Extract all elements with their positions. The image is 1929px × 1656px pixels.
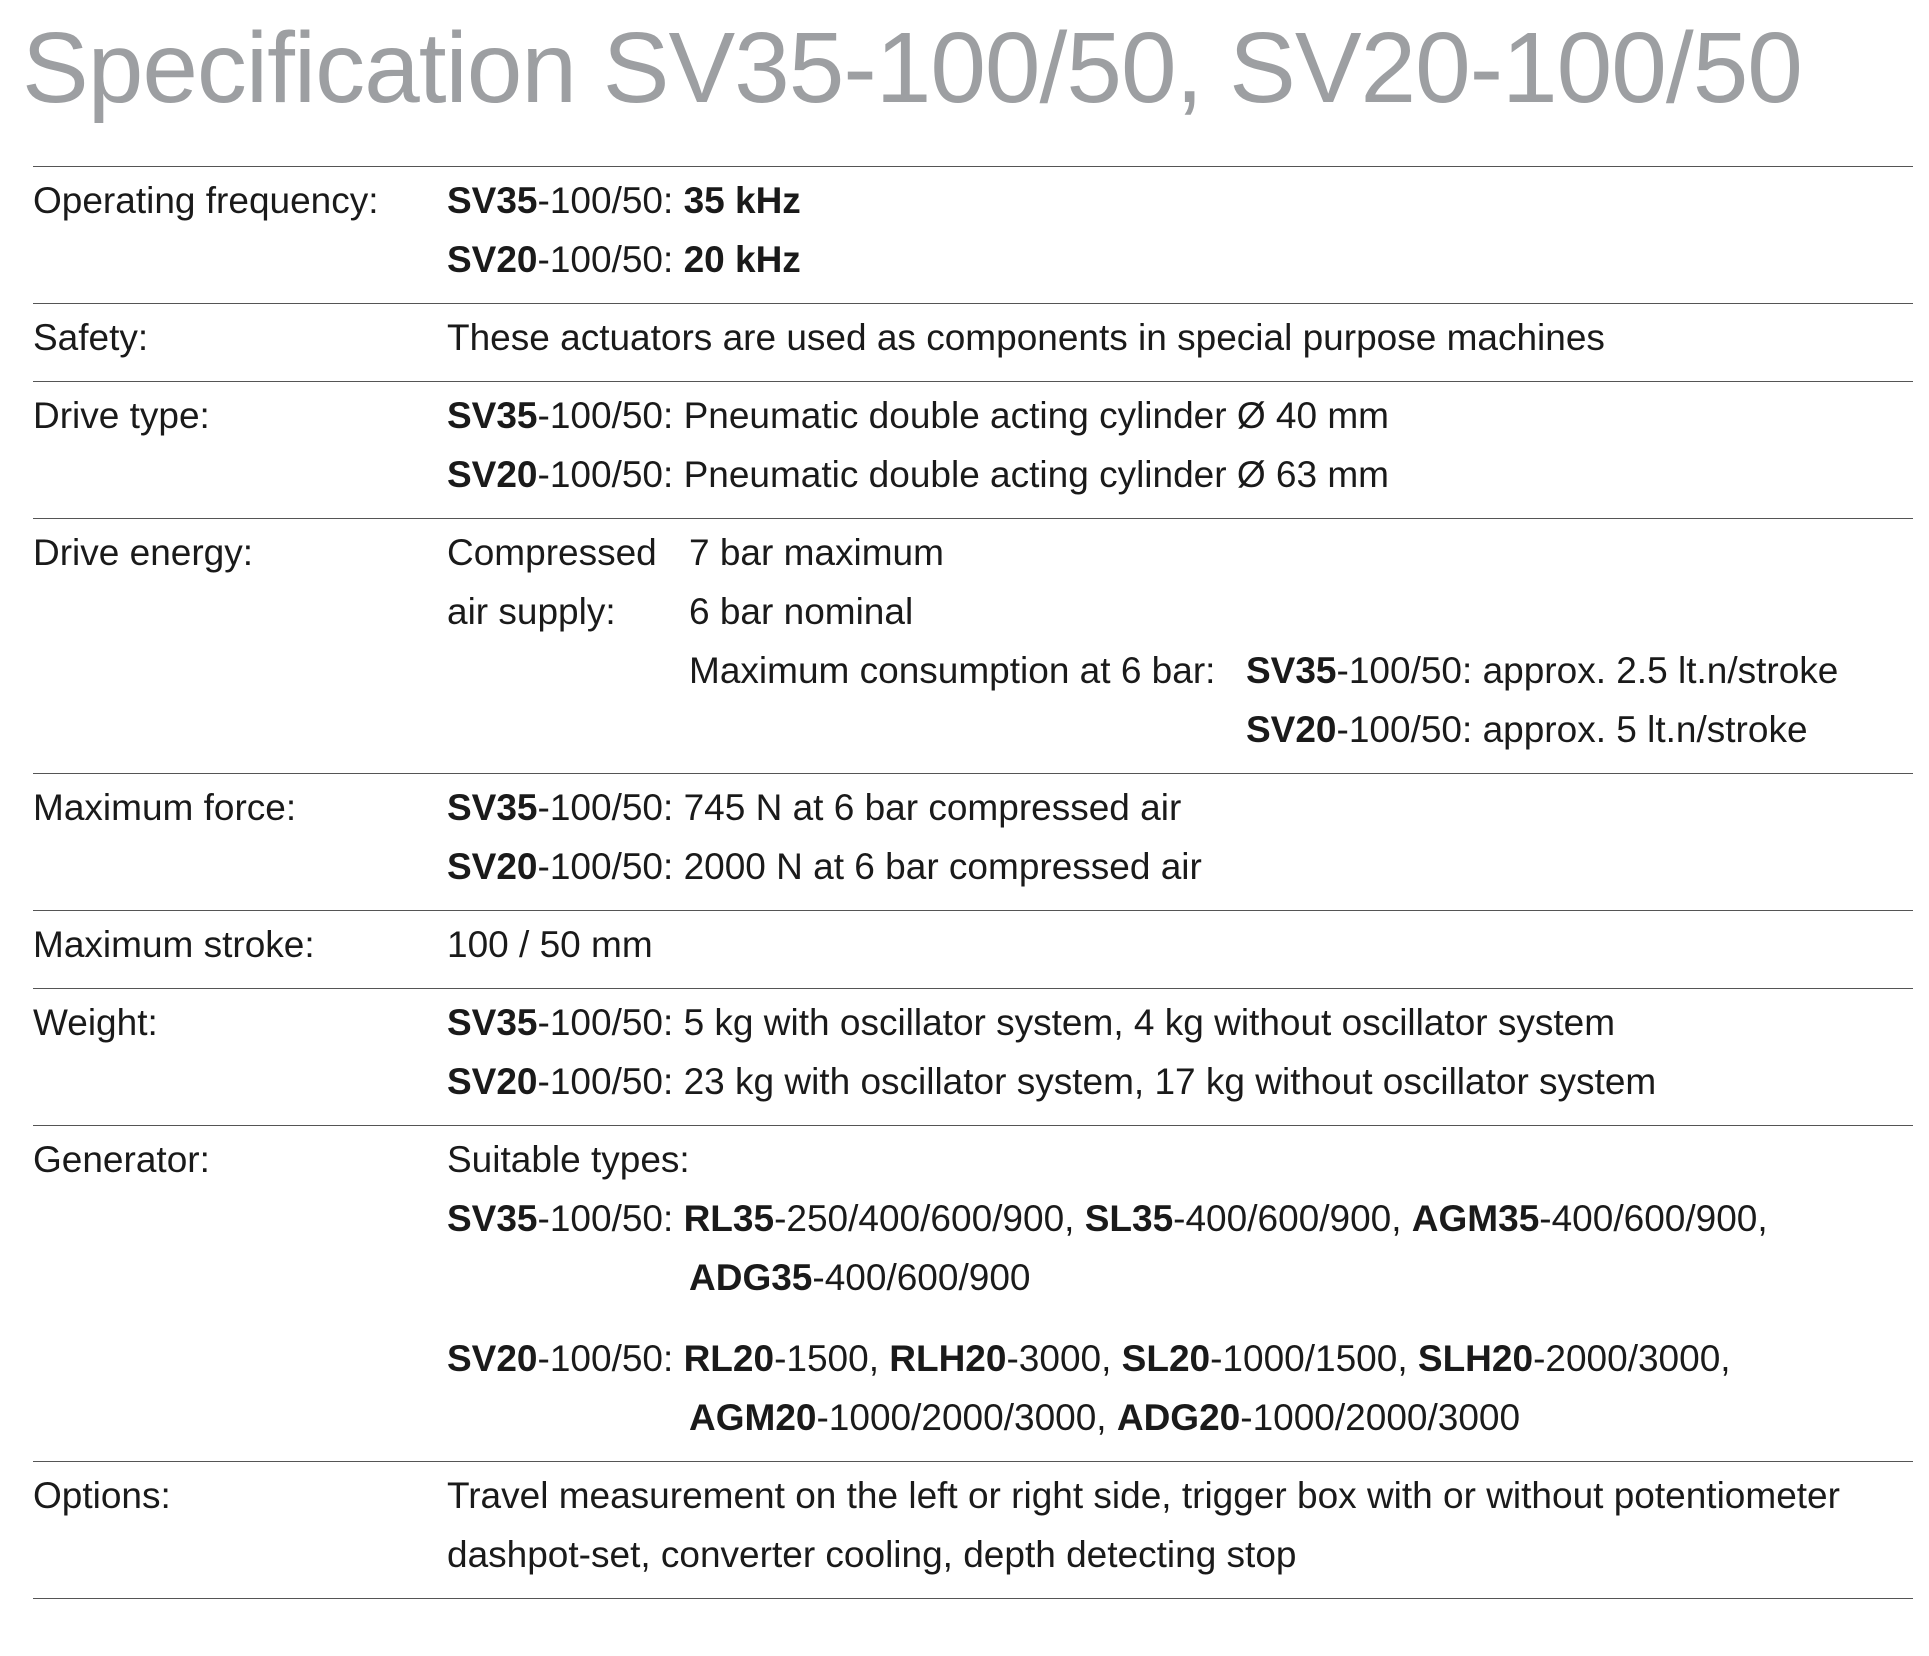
model-code: SV35 [447, 1002, 538, 1043]
generator-code: ADG35 [689, 1257, 813, 1298]
force-text: 2000 N at 6 bar compressed air [683, 846, 1202, 887]
weight-text: 5 kg with oscillator system, 4 kg without oscillator system [683, 1002, 1616, 1043]
row-content [447, 308, 1913, 367]
model-suffix: -100/50: [537, 1002, 684, 1043]
row-content [447, 1466, 1913, 1584]
nominal-pressure: 6 bar nominal [689, 591, 914, 632]
model-code: SV20 [1246, 709, 1337, 750]
row-content [447, 993, 1913, 1111]
model-code: SV20 [447, 454, 538, 495]
supply-label-line-1: Compressed [447, 532, 657, 573]
spec-row-options [33, 1461, 1913, 1599]
model-code: SV20 [447, 1338, 538, 1379]
row-content [447, 915, 1913, 974]
model-suffix: -100/50: [537, 1338, 684, 1379]
row-content [447, 778, 1913, 896]
model-code: SV35 [447, 395, 538, 436]
row-content [447, 1130, 1913, 1447]
options-line-2: dashpot-set, converter cooling, depth detecting stop [447, 1534, 1297, 1575]
row-label: Operating frequency: [33, 180, 379, 221]
generator-line-sv20-cont [447, 1388, 1913, 1447]
spec-row-drive-energy [33, 518, 1913, 773]
model-suffix: -100/50: [537, 787, 684, 828]
row-content [447, 171, 1913, 289]
supply-label-line-2: air supply: [447, 591, 616, 632]
supply-values [689, 523, 1838, 759]
row-label: Options: [33, 1475, 171, 1516]
spec-row-frequency [33, 166, 1913, 303]
generator-variants: -2000/3000, [1533, 1338, 1731, 1379]
generator-code: SLH20 [1417, 1338, 1534, 1379]
supply-label [447, 523, 689, 759]
consumption-values [1246, 641, 1838, 759]
generator-line-sv20 [447, 1329, 1913, 1388]
generator-code: RL35 [683, 1198, 775, 1239]
model-suffix: -100/50: [537, 846, 684, 887]
generator-code: SL20 [1121, 1338, 1211, 1379]
spec-row-safety [33, 303, 1913, 381]
drive-energy-grid [447, 523, 1913, 759]
force-line-sv35 [447, 778, 1913, 837]
weight-line-sv20 [447, 1052, 1913, 1111]
row-label: Drive energy: [33, 532, 254, 573]
frequency-value: 35 kHz [683, 180, 801, 221]
spec-row-drive-type [33, 381, 1913, 518]
drive-type-line-sv35 [447, 386, 1913, 445]
drive-type-line-sv20 [447, 445, 1913, 504]
stroke-text: 100 / 50 mm [447, 924, 653, 965]
model-suffix: -100/50: [1336, 709, 1483, 750]
generator-variants: -250/400/600/900, [774, 1198, 1085, 1239]
model-code: SV35 [447, 180, 538, 221]
weight-text: 23 kg with oscillator system, 17 kg without oscillator system [683, 1061, 1657, 1102]
generator-variants: -1000/2000/3000, [816, 1397, 1117, 1438]
page-title: Specification SV35-100/50, SV20-100/50 [22, 12, 1802, 124]
consumption-line-sv20 [1246, 700, 1838, 759]
row-content [447, 386, 1913, 504]
safety-text: These actuators are used as components in special purpose machines [447, 317, 1605, 358]
consumption-text: approx. 2.5 lt.n/stroke [1482, 650, 1839, 691]
model-code: SV35 [447, 1198, 538, 1239]
row-label: Safety: [33, 317, 149, 358]
frequency-line-sv20 [447, 230, 1913, 289]
row-label: Generator: [33, 1139, 210, 1180]
generator-line-sv35 [447, 1189, 1913, 1248]
consumption-text: approx. 5 lt.n/stroke [1482, 709, 1808, 750]
frequency-line-sv35 [447, 171, 1913, 230]
generator-code: RL20 [683, 1338, 775, 1379]
generator-code: AGM20 [689, 1397, 817, 1438]
generator-code: SL35 [1084, 1198, 1174, 1239]
consumption-block [689, 641, 1838, 759]
row-label: Maximum stroke: [33, 924, 315, 965]
row-label: Drive type: [33, 395, 210, 436]
model-suffix: -100/50: [537, 454, 684, 495]
generator-variants: -400/600/900, [1539, 1198, 1768, 1239]
generator-variants: -1000/1500, [1210, 1338, 1418, 1379]
drive-type-text: Pneumatic double acting cylinder Ø 40 mm [683, 395, 1389, 436]
model-code: SV20 [447, 1061, 538, 1102]
spacer [447, 1307, 1913, 1329]
generator-code: RLH20 [889, 1338, 1007, 1379]
generator-line-sv35-cont [447, 1248, 1913, 1307]
row-label: Weight: [33, 1002, 158, 1043]
model-code: SV20 [447, 846, 538, 887]
generator-variants: -400/600/900 [812, 1257, 1031, 1298]
consumption-label: Maximum consumption at 6 bar: [689, 650, 1216, 691]
model-suffix: -100/50: [537, 180, 684, 221]
generator-variants: -1500, [774, 1338, 890, 1379]
generator-variants: -400/600/900, [1173, 1198, 1412, 1239]
spec-row-weight [33, 988, 1913, 1125]
model-code: SV35 [1246, 650, 1337, 691]
generator-code: AGM35 [1411, 1198, 1540, 1239]
spec-row-stroke [33, 910, 1913, 988]
spec-row-generator [33, 1125, 1913, 1461]
model-code: SV20 [447, 239, 538, 280]
model-code: SV35 [447, 787, 538, 828]
generator-intro: Suitable types: [447, 1139, 690, 1180]
consumption-line-sv35 [1246, 641, 1838, 700]
spec-table [33, 166, 1913, 1599]
generator-variants: -3000, [1006, 1338, 1122, 1379]
row-content [447, 523, 1913, 759]
options-line-1: Travel measurement on the left or right side, trigger box with or without potentiometer [447, 1475, 1840, 1516]
model-suffix: -100/50: [1336, 650, 1483, 691]
spec-row-force [33, 773, 1913, 910]
weight-line-sv35 [447, 993, 1913, 1052]
force-line-sv20 [447, 837, 1913, 896]
generator-code: ADG20 [1116, 1397, 1241, 1438]
model-suffix: -100/50: [537, 1198, 684, 1239]
force-text: 745 N at 6 bar compressed air [683, 787, 1182, 828]
model-suffix: -100/50: [537, 239, 684, 280]
model-suffix: -100/50: [537, 395, 684, 436]
max-pressure: 7 bar maximum [689, 532, 944, 573]
row-label: Maximum force: [33, 787, 297, 828]
frequency-value: 20 kHz [683, 239, 801, 280]
model-suffix: -100/50: [537, 1061, 684, 1102]
generator-variants: -1000/2000/3000 [1240, 1397, 1521, 1438]
drive-type-text: Pneumatic double acting cylinder Ø 63 mm [683, 454, 1389, 495]
